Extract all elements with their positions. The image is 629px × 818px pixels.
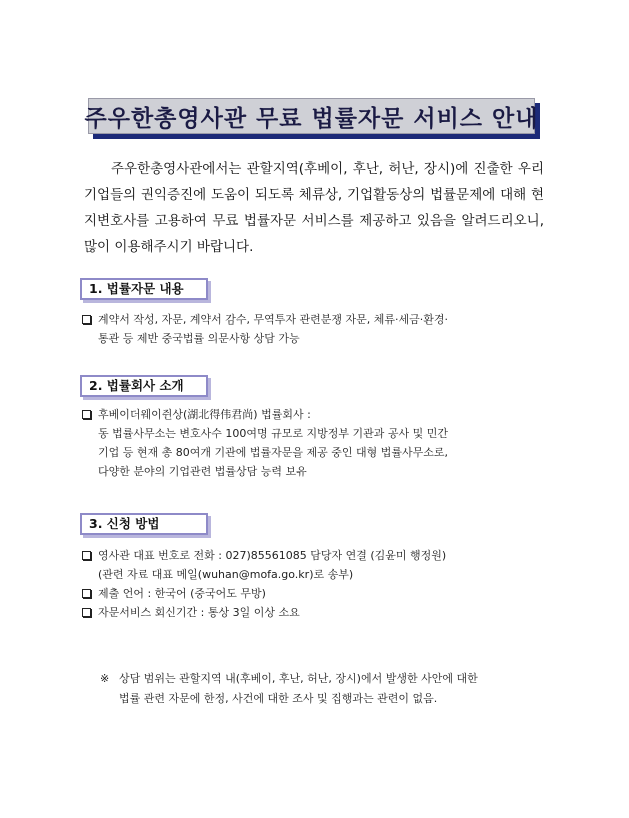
list-item-text: 후베이더웨이쥔상(湖北得伟君尚) 법률회사 :	[98, 408, 311, 421]
list-item-continuation	[80, 329, 560, 348]
list-item-text: 다양한 분야의 기업관련 법률상담 능력 보유	[98, 465, 307, 478]
list-item-text: 자문서비스 회신기간 : 통상 3일 이상 소요	[98, 606, 300, 619]
list-item	[80, 546, 560, 565]
checkbox-bullet-icon	[82, 410, 91, 419]
checkbox-bullet-icon	[82, 315, 91, 324]
list-item-text: (관련 자료 대표 메일(wuhan@mofa.go.kr)로 송부)	[98, 568, 354, 581]
footnote-text: 상담 범위는 관할지역 내(후베이, 후난, 허난, 장시)에서 발생한 사안에 대한	[119, 672, 478, 685]
list-item-text: 동 법률사무소는 변호사수 100여명 규모로 지방정부 기관과 공사 및 민간	[98, 427, 448, 440]
footnote-text: 법률 관련 자문에 한정, 사건에 대한 조사 및 집행과는 관련이 없음.	[119, 692, 438, 705]
section-1-body	[80, 310, 560, 348]
section-1-header	[80, 278, 208, 300]
section-2-title: 2. 법률회사 소개	[80, 375, 208, 397]
list-item	[80, 603, 560, 622]
list-item-continuation	[80, 462, 560, 481]
list-item-text: 통관 등 제반 중국법률 의문사항 상담 가능	[98, 332, 300, 345]
list-item	[80, 405, 560, 424]
section-3-header	[80, 513, 208, 535]
footnote	[100, 669, 550, 709]
list-item	[80, 584, 560, 603]
list-item-continuation	[80, 565, 560, 584]
checkbox-bullet-icon	[82, 551, 91, 560]
list-item-text: 영사관 대표 번호로 전화 : 027)85561085 담당자 연결 (김윤미 행정원)	[98, 549, 447, 562]
footnote-line	[100, 669, 550, 689]
section-1-title: 1. 법률자문 내용	[80, 278, 208, 300]
section-3-title: 3. 신청 방법	[80, 513, 208, 535]
list-item-continuation	[80, 424, 560, 443]
intro-paragraph	[84, 156, 544, 260]
section-3-body	[80, 546, 560, 622]
reference-mark-icon: ※	[100, 672, 110, 685]
checkbox-bullet-icon	[82, 589, 91, 598]
section-2-body	[80, 405, 560, 481]
list-item-text: 계약서 작성, 자문, 계약서 감수, 무역투자 관련분쟁 자문, 체류·세금·환경·	[98, 313, 448, 326]
list-item-text: 제출 언어 : 한국어 (중국어도 무방)	[98, 587, 266, 600]
page-title: 주우한총영사관 무료 법률자문 서비스 안내	[88, 98, 535, 134]
section-2-header	[80, 375, 208, 397]
list-item-text: 기업 등 현재 총 80여개 기관에 법률자문을 제공 중인 대형 법률사무소로,	[98, 446, 448, 459]
intro-text: 주우한총영사관에서는 관할지역(후베이, 후난, 허난, 장시)에 진출한 우리 기업들의 권익증진에 도움이 되도록 체류상, 기업활동상의 법률문제에 대해 현지변호사를 고용하여 무료 법률자문 서비스를 제공하고 있음을 알려드리오니, 많이 이용해주시기 바랍니다.	[84, 161, 544, 255]
list-item	[80, 310, 560, 329]
list-item-continuation	[80, 443, 560, 462]
title-banner	[84, 98, 540, 138]
checkbox-bullet-icon	[82, 608, 91, 617]
footnote-line	[100, 689, 550, 709]
